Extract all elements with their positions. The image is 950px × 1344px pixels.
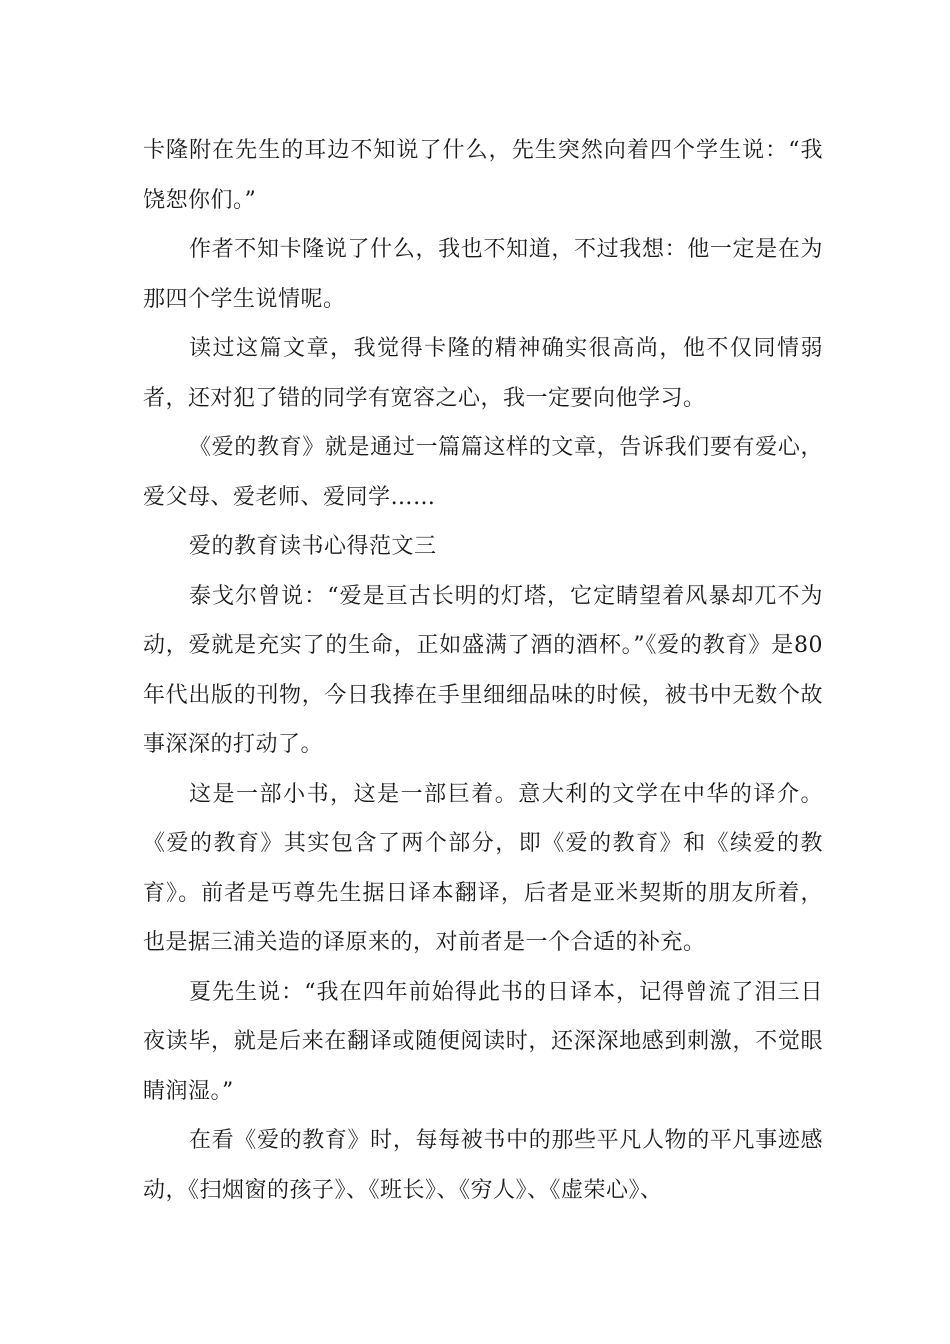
- paragraph-1: 卡隆附在先生的耳边不知说了什么，先生突然向着四个学生说：“我饶恕你们。”: [143, 138, 823, 213]
- paragraph-5: 泰戈尔曾说：“爱是亘古长明的灯塔，它定睛望着风暴却兀不为动，爱就是充实了的生命，正如盛满了酒的酒杯。”《爱的教育》是80年代出版的刊物，今日我捧在手里细细品味的时候，被书中无数个故事深深的打动了。: [143, 583, 823, 757]
- section-heading: 爱的教育读书心得范文三: [189, 534, 437, 559]
- paragraph-3: 读过这篇文章，我觉得卡隆的精神确实很高尚，他不仅同情弱者，还对犯了错的同学有宽容之心，我一定要向他学习。: [143, 336, 823, 411]
- paragraph-8: 在看《爱的教育》时，每每被书中的那些平凡人物的平凡事迹感动，《扫烟窗的孩子》、《班长》、《穷人》、《虚荣心》、: [143, 1128, 823, 1203]
- paragraph-7: 夏先生说：“我在四年前始得此书的日译本，记得曾流了泪三日夜读毕，就是后来在翻译或随便阅读时，还深深地感到刺激，不觉眼睛润湿。”: [143, 979, 823, 1104]
- paragraph-2: 作者不知卡隆说了什么，我也不知道，不过我想：他一定是在为那四个学生说情呢。: [143, 237, 823, 312]
- body-text: [143, 126, 823, 1215]
- paragraph-6: 这是一部小书，这是一部巨着。意大利的文学在中华的译介。《爱的教育》其实包含了两个部分，即《爱的教育》和《续爱的教育》。前者是丐尊先生据日译本翻译，后者是亚米契斯的朋友所着，也是据三浦关造的译原来的，对前者是一个合适的补充。: [143, 781, 823, 955]
- paragraph-4: 《爱的教育》就是通过一篇篇这样的文章，告诉我们要有爱心，爱父母、爱老师、爱同学……: [143, 435, 823, 510]
